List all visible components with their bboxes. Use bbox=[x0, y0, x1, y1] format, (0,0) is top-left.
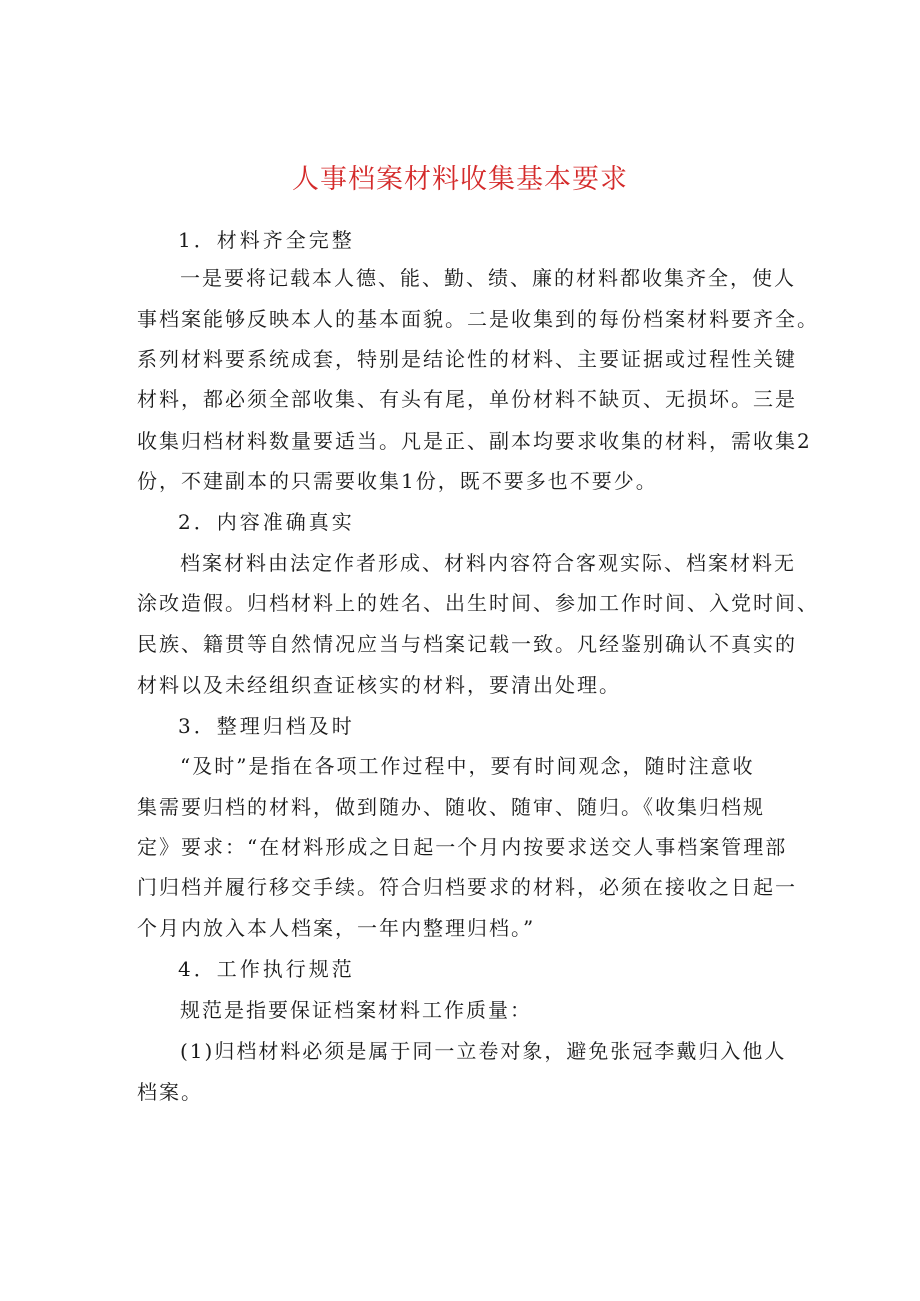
paragraph-line: 个月内放入本人档案，一年内整理归档。” bbox=[137, 916, 536, 940]
paragraph-line: 规范是指要保证档案材料工作质量： bbox=[180, 998, 532, 1022]
paragraph-line: “及时”是指在各项工作过程中，要有时间观念，随时注意收 bbox=[180, 754, 755, 778]
paragraph-line: 材料，都必须全部收集、有头有尾，单份材料不缺页、无损坏。三是 bbox=[137, 387, 797, 411]
paragraph-line: 收集归档材料数量要适当。凡是正、副本均要求收集的材料，需收集2 bbox=[137, 429, 812, 453]
paragraph-line: 集需要归档的材料，做到随办、随收、随审、随归。《收集归档规 bbox=[137, 795, 765, 819]
paragraph-line: 材料以及未经组织查证核实的材料，要清出处理。 bbox=[137, 673, 621, 697]
paragraph-line: 档案。 bbox=[137, 1080, 203, 1104]
paragraph-line: 一是要将记载本人德、能、勤、绩、廉的材料都收集齐全，使人 bbox=[180, 266, 796, 290]
paragraph-line: (1)归档材料必须是属于同一立卷对象，避免张冠李戴归入他人 bbox=[180, 1039, 787, 1063]
paragraph-line: 系列材料要系统成套，特别是结论性的材料、主要证据或过程性关键 bbox=[137, 347, 797, 371]
paragraph-line: 档案材料由法定作者形成、材料内容符合客观实际、档案材料无 bbox=[180, 551, 796, 575]
paragraph-line: 门归档并履行移交手续。符合归档要求的材料，必须在接收之日起一 bbox=[137, 875, 797, 899]
section-heading-2: 2．内容准确真实 bbox=[178, 510, 355, 534]
paragraph-line: 定》要求：“在材料形成之日起一个月内按要求送交人事档案管理部 bbox=[137, 835, 788, 859]
paragraph-line: 份，不建副本的只需要收集1份，既不要多也不要少。 bbox=[137, 469, 658, 493]
section-heading-4: 4．工作执行规范 bbox=[178, 957, 355, 981]
section-heading-1: 1．材料齐全完整 bbox=[178, 228, 355, 252]
paragraph-line: 事档案能够反映本人的基本面貌。二是收集到的每份档案材料要齐全。 bbox=[137, 307, 819, 331]
document-title: 人事档案材料收集基本要求 bbox=[292, 164, 628, 195]
paragraph-line: 涂改造假。归档材料上的姓名、出生时间、参加工作时间、入党时间、 bbox=[137, 591, 819, 615]
section-heading-3: 3．整理归档及时 bbox=[178, 714, 355, 738]
paragraph-line: 民族、籍贯等自然情况应当与档案记载一致。凡经鉴别确认不真实的 bbox=[137, 632, 797, 656]
